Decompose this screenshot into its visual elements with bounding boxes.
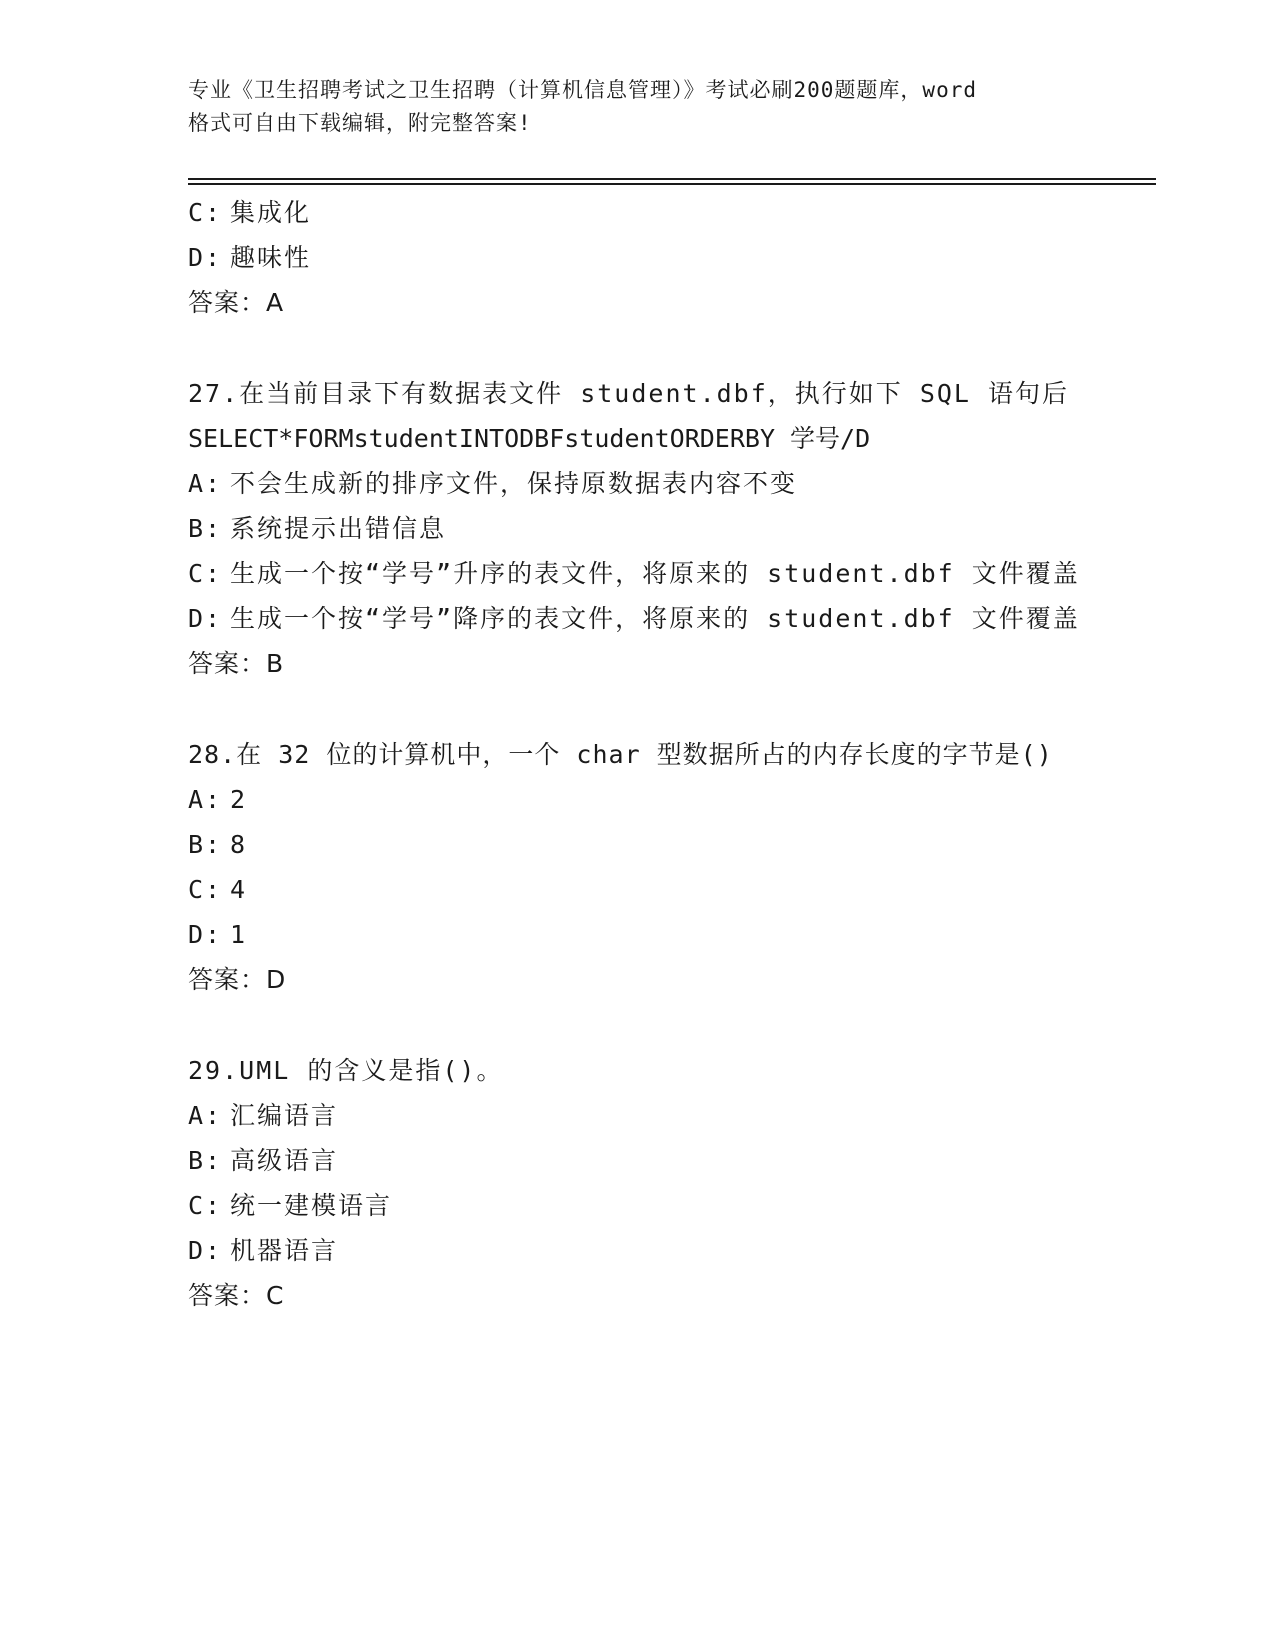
option-text: 不会生成新的排序文件，保持原数据表内容不变 [230,469,798,498]
option-letter: B: [188,514,223,543]
option-d [188,1228,1088,1273]
option-letter: C: [188,875,223,904]
option-letter: A: [188,785,223,814]
option-text: 趣味性 [230,243,312,272]
option-d [188,912,1088,957]
option-c [188,551,1088,596]
option-text: 集成化 [230,198,312,227]
option-text: 机器语言 [230,1236,339,1265]
option-text: 1 [230,920,248,949]
option-d [188,596,1088,641]
option-letter: D: [188,1236,223,1265]
question-content [188,190,1088,1318]
option-letter: D: [188,604,223,633]
question-stem: 27.在当前目录下有数据表文件 student.dbf，执行如下 SQL 语句后 [188,379,1070,408]
answer-line: 答案：D [188,965,287,994]
header-rule-top [188,178,1156,180]
document-header [188,74,1118,140]
option-letter: A: [188,1101,223,1130]
option-a [188,1093,1088,1138]
question-spacer [188,1002,1088,1048]
answer-line: 答案：C [188,1281,285,1310]
option-letter: D: [188,243,223,272]
option-b [188,1138,1088,1183]
option-letter: D: [188,920,223,949]
option-c [188,1183,1088,1228]
option-c [188,190,1088,235]
option-text: 4 [230,875,248,904]
option-letter: B: [188,1146,223,1175]
question-spacer [188,686,1088,732]
option-b [188,822,1088,867]
option-a [188,461,1088,506]
question-stem: 29.UML 的含义是指()。 [188,1056,504,1085]
option-letter: C: [188,198,223,227]
question-26 [188,190,1088,325]
option-text: 高级语言 [230,1146,339,1175]
option-letter: C: [188,1191,223,1220]
option-text: 系统提示出错信息 [230,514,447,543]
option-text: 生成一个按“学号”升序的表文件，将原来的 student.dbf 文件覆盖 [230,559,1080,588]
question-stem: 28.在 32 位的计算机中，一个 char 型数据所占的内存长度的字节是() [188,740,1053,769]
question-stem-continued: SELECT*FORMstudentINTODBFstudentORDERBY 学号/D [188,424,871,453]
option-text: 统一建模语言 [230,1191,393,1220]
option-letter: C: [188,559,223,588]
answer-line: 答案：A [188,288,285,317]
question-spacer [188,325,1088,371]
header-line-2: 格式可自由下载编辑，附完整答案! [188,111,532,135]
option-a [188,777,1088,822]
question-29 [188,1048,1088,1318]
header-rule-bottom [188,183,1156,185]
question-28 [188,732,1088,1002]
option-text: 生成一个按“学号”降序的表文件，将原来的 student.dbf 文件覆盖 [230,604,1080,633]
option-letter: A: [188,469,223,498]
option-d [188,235,1088,280]
option-letter: B: [188,830,223,859]
header-line-1: 专业《卫生招聘考试之卫生招聘（计算机信息管理）》考试必刷200题题库，word [188,78,977,102]
option-b [188,506,1088,551]
answer-line: 答案：B [188,649,285,678]
option-text: 汇编语言 [230,1101,339,1130]
option-text: 2 [230,785,248,814]
option-text: 8 [230,830,248,859]
option-c [188,867,1088,912]
question-27 [188,371,1088,686]
